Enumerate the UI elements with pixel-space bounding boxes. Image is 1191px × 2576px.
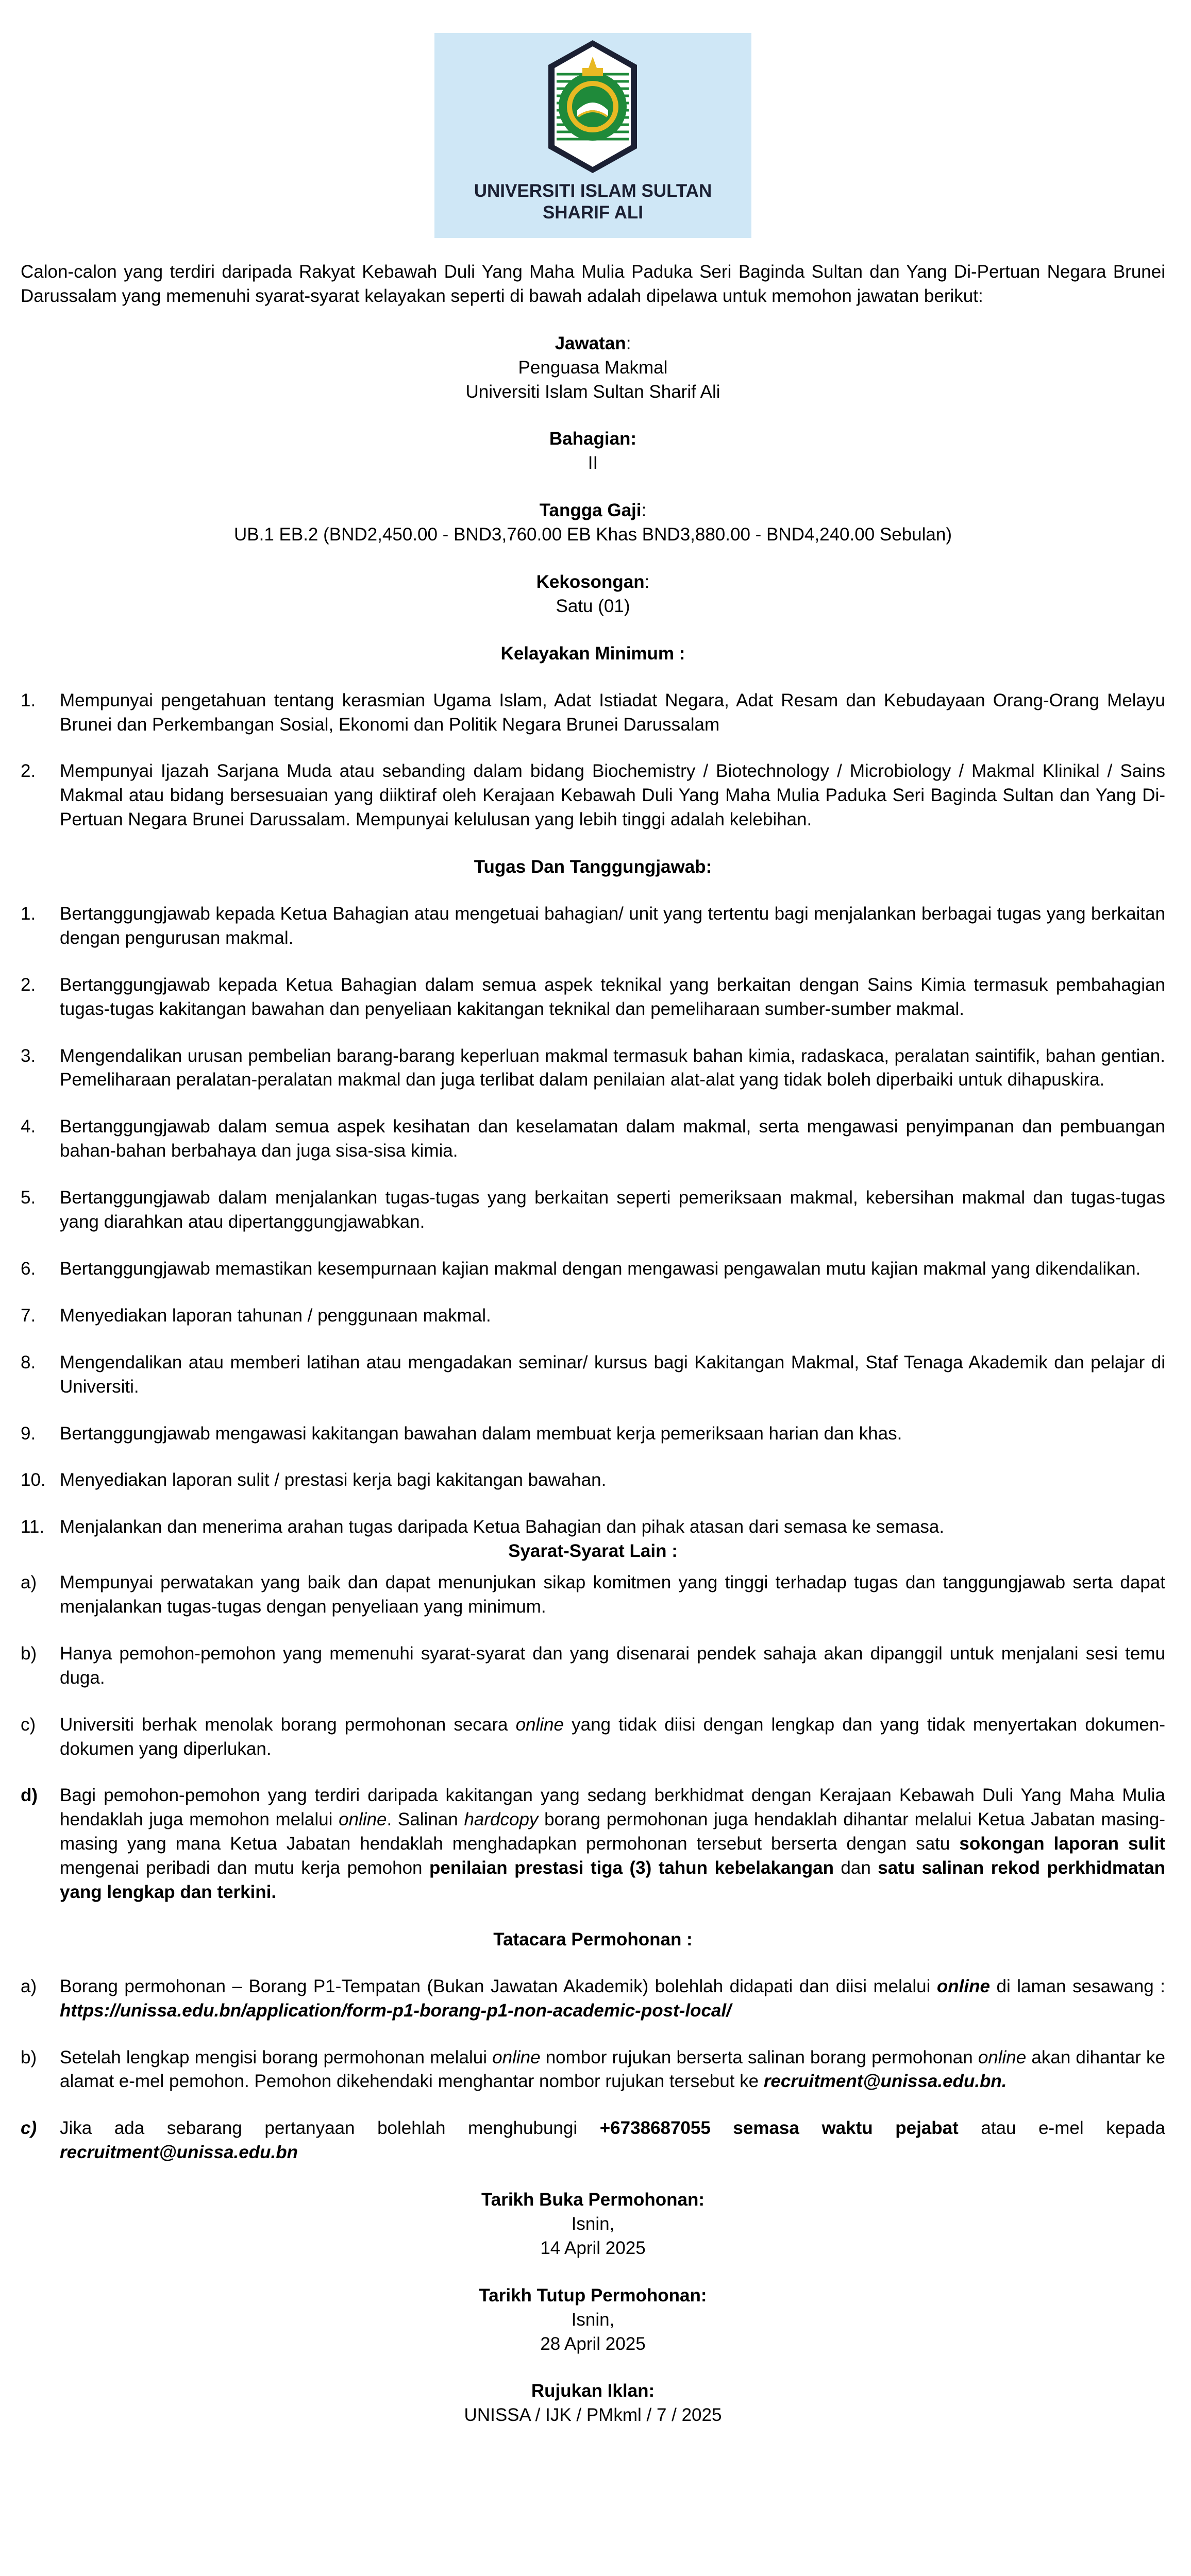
list-text: Jika ada sebarang pertanyaan bolehlah menghubungi +6738687055 semasa waktu pejabat atau e-mel kepada recruitment@unissa.edu.bn [60, 2118, 1166, 2163]
tatacara-item [21, 1975, 1165, 2023]
tugas-item [21, 1257, 1165, 1281]
list-number: 4. [21, 1116, 36, 1137]
list-number: 2. [21, 974, 36, 995]
rujukan-label: Rujukan Iklan: [531, 2381, 655, 2401]
bahagian-value: II [588, 453, 598, 473]
jawatan-label: Jawatan [555, 333, 626, 353]
tatacara-heading: Tatacara Permohonan : [493, 1929, 693, 1950]
jawatan-university: Universiti Islam Sultan Sharif Ali [465, 381, 720, 402]
tugas-item [21, 902, 1165, 951]
jawatan-sep: : [626, 333, 631, 353]
list-text: Mengendalikan atau memberi latihan atau mengadakan seminar/ kursus bagi Kakitangan Makmal, Staf Tenaga Akademik dan pelajar di Universiti. [60, 1352, 1165, 1397]
bahagian-section [21, 427, 1165, 476]
gaji-section [21, 499, 1165, 547]
jawatan-title: Penguasa Makmal [518, 357, 668, 378]
application-url-link[interactable]: https://unissa.edu.bn/application/form-p1-borang-p1-non-academic-post-local/ [60, 2000, 731, 2021]
kekosongan-label: Kekosongan [536, 572, 645, 592]
tugas-item [21, 1422, 1165, 1446]
tutup-date: 28 April 2025 [540, 2333, 646, 2354]
tutup-section [21, 2284, 1165, 2357]
list-number: 8. [21, 1352, 36, 1372]
buka-label: Tarikh Buka Permohonan: [481, 2190, 705, 2210]
list-number: 10. [21, 1470, 46, 1490]
buka-section [21, 2188, 1165, 2261]
list-number: 1. [21, 690, 36, 710]
list-letter: c) [21, 1714, 36, 1735]
tugas-item [21, 1515, 1165, 1539]
list-text: Menyediakan laporan tahunan / penggunaan makmal. [60, 1305, 491, 1326]
advertisement-body [21, 260, 1165, 2428]
syarat-heading: Syarat-Syarat Lain : [508, 1541, 678, 1562]
rujukan-value: UNISSA / IJK / PMkml / 7 / 2025 [464, 2405, 722, 2426]
tugas-item [21, 973, 1165, 1022]
list-number: 9. [21, 1423, 36, 1444]
list-text: Bagi pemohon-pemohon yang terdiri daripada kakitangan yang sedang berkhidmat dengan Kerajaan Kebawah Duli Yang Maha Mulia hendaklah juga memohon melalui online. Salinan hardcopy borang permohonan juga hendaklah dihantar melalui Ketua Jabatan masing-masing yang mana Ketua Jabatan hendaklah menghadapkan permohonan tersebut berserta dengan satu sokongan laporan sulit mengenai peribadi dan mutu kerja pemohon penilaian prestasi tiga (3) tahun kebelakangan dan satu salinan rekod perkhidmatan yang lengkap dan terkini. [60, 1785, 1165, 1902]
tugas-item [21, 1115, 1165, 1163]
tugas-item [21, 1351, 1165, 1399]
list-text: Setelah lengkap mengisi borang permohonan melalui online nombor rujukan berserta salinan borang permohonan online akan dihantar ke alamat e-mel pemohon. Pemohon dikehendaki menghantar nombor rujukan tersebut ke recruitment@unissa.edu.bn. [60, 2047, 1166, 2092]
list-text: Bertanggungjawab kepada Ketua Bahagian dalam semua aspek teknikal yang berkaitan dengan Sains Kimia termasuk pembahagian tugas-tugas kakitangan bawahan dan penyeliaan kakitangan teknikal dan pemeliharaan sumber-sumber makmal. [60, 974, 1165, 1019]
tutup-day: Isnin, [571, 2309, 615, 2330]
tugas-item [21, 1468, 1165, 1493]
university-logo-banner [434, 33, 751, 238]
list-number: 7. [21, 1305, 36, 1326]
kelayakan-item [21, 689, 1165, 737]
list-letter: b) [21, 2047, 37, 2067]
list-text: Mempunyai perwatakan yang baik dan dapat menunjukan sikap komitmen yang tinggi terhadap tugas dan tanggungjawab serta dapat menjalankan tugas-tugas dengan penyeliaan yang minimum. [60, 1572, 1165, 1617]
recruitment-email-link[interactable]: recruitment@unissa.edu.bn. [763, 2071, 1007, 2092]
buka-day: Isnin, [571, 2213, 615, 2234]
list-text: Borang permohonan – Borang P1-Tempatan (Bukan Jawatan Akademik) bolehlah didapati dan diisi melalui online di laman sesawang : https://unissa.edu.bn/application/form-p1-borang-p1-non-academic-post-local/ [60, 1976, 1165, 2021]
list-letter: a) [21, 1976, 37, 1996]
syarat-item [21, 1713, 1165, 1761]
tatacara-item [21, 2116, 1165, 2165]
logo-title-line1: UNIVERSITI ISLAM SULTAN [474, 181, 712, 201]
tutup-label: Tarikh Tutup Permohonan: [479, 2285, 707, 2306]
university-crest-icon [545, 38, 641, 177]
list-text: Mempunyai Ijazah Sarjana Muda atau sebanding dalam bidang Biochemistry / Biotechnology / Microbiology / Makmal Klinikal / Sains Makmal atau bidang bersesuaian yang diiktiraf oleh Kerajaan Kebawah Duli Yang Maha Mulia Paduka Seri Baginda Sultan dan Yang Di-Pertuan Negara Brunei Darussalam. Mempunyai kelulusan yang lebih tinggi adalah kelebihan. [60, 761, 1165, 830]
tugas-item [21, 1304, 1165, 1328]
list-number: 1. [21, 904, 36, 924]
syarat-item [21, 1642, 1165, 1690]
kekosongan-section [21, 570, 1165, 619]
syarat-item [21, 1784, 1165, 1904]
list-text: Bertanggungjawab dalam semua aspek kesihatan dan keselamatan dalam makmal, serta mengawasi penyimpanan dan pembuangan bahan-bahan berbahaya dan juga sisa-sisa kimia. [60, 1116, 1165, 1161]
gaji-label: Tangga Gaji [539, 500, 642, 521]
list-text: Mengendalikan urusan pembelian barang-barang keperluan makmal termasuk bahan kimia, radaskaca, peralatan saintifik, bahan gentian. Pemeliharaan peralatan-peralatan makmal dan juga terlibat dalam penilaian alat-alat yang tidak boleh diperbaiki untuk dihapuskira. [60, 1045, 1165, 1090]
list-letter: a) [21, 1572, 37, 1593]
tugas-item [21, 1186, 1165, 1234]
gaji-sep: : [641, 500, 647, 521]
list-number: 6. [21, 1258, 36, 1279]
intro-paragraph: Calon-calon yang terdiri daripada Rakyat Kebawah Duli Yang Maha Mulia Paduka Seri Baginda Sultan dan Yang Di-Pertuan Negara Brunei Darussalam yang memenuhi syarat-syarat kelayakan seperti di bawah adalah dipelawa untuk memohon jawatan berikut: [21, 262, 1165, 306]
list-text: Bertanggungjawab mengawasi kakitangan bawahan dalam membuat kerja pemeriksaan harian dan khas. [60, 1423, 902, 1444]
kekosongan-value: Satu (01) [556, 596, 630, 616]
list-text: Mempunyai pengetahuan tentang kerasmian Ugama Islam, Adat Istiadat Negara, Adat Resam dan Kebudayaan Orang-Orang Melayu Brunei dan Perkembangan Sosial, Ekonomi dan Politik Negara Brunei Darussalam [60, 690, 1165, 735]
list-text: Bertanggungjawab kepada Ketua Bahagian atau mengetuai bahagian/ unit yang tertentu bagi menjalankan berbagai tugas yang berkaitan dengan pengurusan makmal. [60, 904, 1165, 948]
list-number: 3. [21, 1045, 36, 1066]
list-number: 5. [21, 1188, 36, 1208]
list-number: 11. [21, 1517, 45, 1537]
list-text: Menjalankan dan menerima arahan tugas daripada Ketua Bahagian dan pihak atasan dari semasa ke semasa. [60, 1517, 945, 1537]
kekosongan-sep: : [644, 572, 650, 592]
list-letter: d) [21, 1785, 38, 1806]
list-text: Menyediakan laporan sulit / prestasi kerja bagi kakitangan bawahan. [60, 1470, 607, 1490]
list-text: Bertanggungjawab memastikan kesempurnaan kajian makmal dengan mengawasi pengawalan mutu kajian makmal yang dikendalikan. [60, 1258, 1141, 1279]
list-text: Bertanggungjawab dalam menjalankan tugas-tugas yang berkaitan seperti pemeriksaan makmal, kebersihan makmal dan tugas-tugas yang diarahkan atau dipertanggungjawabkan. [60, 1188, 1165, 1232]
list-text: Universiti berhak menolak borang permohonan secara online yang tidak diisi dengan lengkap dan yang tidak menyertakan dokumen-dokumen yang diperlukan. [60, 1714, 1165, 1759]
tatacara-item [21, 2046, 1165, 2094]
tugas-item [21, 1044, 1165, 1093]
recruitment-email-link[interactable]: recruitment@unissa.edu.bn [60, 2142, 298, 2163]
contact-phone: +6738687055 semasa waktu pejabat [599, 2118, 959, 2139]
list-text: Hanya pemohon-pemohon yang memenuhi syarat-syarat dan yang disenarai pendek sahaja akan dipanggil untuk menjalani sesi temu duga. [60, 1643, 1165, 1688]
list-number: 2. [21, 761, 36, 782]
kelayakan-item [21, 759, 1165, 832]
tugas-heading: Tugas Dan Tanggungjawab: [474, 857, 712, 877]
gaji-value: UB.1 EB.2 (BND2,450.00 - BND3,760.00 EB Khas BND3,880.00 - BND4,240.00 Sebulan) [233, 524, 952, 545]
logo-title-line2: SHARIF ALI [542, 202, 644, 223]
syarat-item [21, 1571, 1165, 1619]
rujukan-section [21, 2379, 1165, 2428]
kelayakan-heading: Kelayakan Minimum : [500, 643, 685, 664]
buka-date: 14 April 2025 [540, 2238, 646, 2258]
list-letter: b) [21, 1643, 37, 1664]
jawatan-section [21, 332, 1165, 404]
bahagian-label: Bahagian: [549, 429, 637, 449]
list-letter: c) [21, 2118, 37, 2139]
